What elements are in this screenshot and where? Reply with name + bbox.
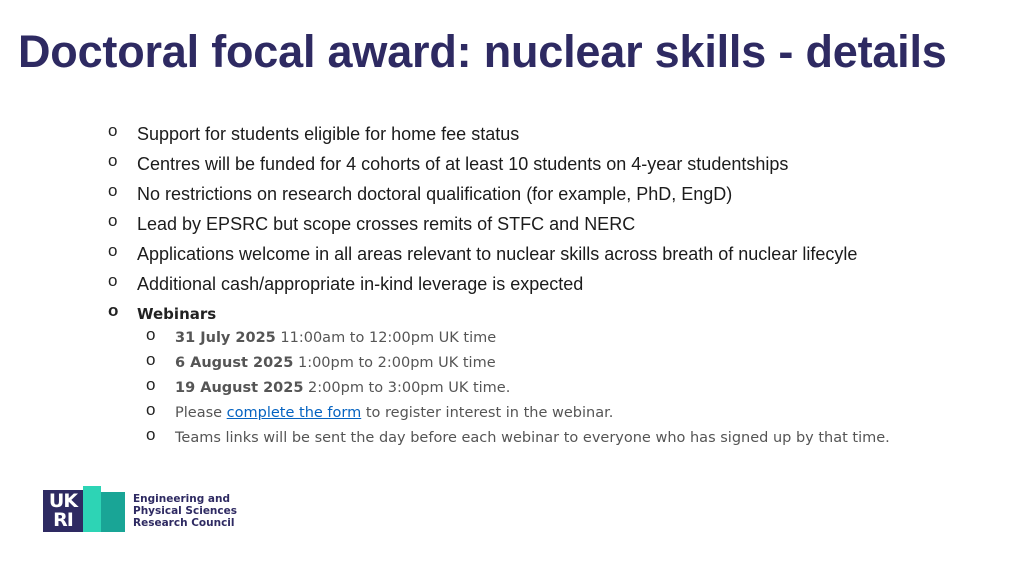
- list-item: [108, 242, 1008, 272]
- bullet-marker: o: [108, 301, 119, 320]
- complete-form-link[interactable]: complete the form: [226, 405, 362, 421]
- webinar-sublist: [146, 325, 1008, 453]
- webinar-date: 6 August 2025: [175, 355, 294, 371]
- webinar-date-item: [146, 325, 1008, 353]
- bullet-marker: o: [108, 121, 118, 140]
- register-suffix: to register interest in the webinar.: [361, 405, 614, 421]
- teams-note-item: [146, 425, 1008, 453]
- bullet-list: [108, 122, 1008, 453]
- list-item: [108, 122, 1008, 152]
- bullet-text: Lead by EPSRC but scope crosses remits of STFC and NERC: [137, 214, 636, 234]
- webinar-time: 2:00pm to 3:00pm UK time.: [303, 380, 511, 396]
- bullet-marker: o: [146, 400, 156, 419]
- ukri-mark-line2: RI: [53, 509, 73, 531]
- webinar-date-item: [146, 375, 1008, 403]
- list-item: [108, 182, 1008, 212]
- bullet-marker: o: [146, 350, 156, 369]
- register-item: [146, 400, 1008, 428]
- bullet-marker: o: [108, 151, 118, 170]
- webinar-time: 11:00am to 12:00pm UK time: [275, 330, 497, 346]
- bullet-text: Additional cash/appropriate in-kind leverage is expected: [137, 274, 584, 294]
- list-item: [108, 152, 1008, 182]
- register-prefix: Please: [175, 405, 227, 421]
- org-line-2: Physical Sciences: [133, 505, 238, 517]
- bullet-text: Applications welcome in all areas relevant to nuclear skills across breath of nuclear lifecyle: [137, 244, 858, 264]
- bullet-marker: o: [146, 375, 156, 394]
- ukri-logo-mark: [43, 490, 83, 532]
- bullet-text: Support for students eligible for home fee status: [137, 124, 520, 144]
- webinar-date: 31 July 2025: [175, 330, 276, 346]
- slide-title: Doctoral focal award: nuclear skills - details: [18, 26, 947, 77]
- org-line-1: Engineering and: [133, 493, 230, 505]
- webinars-heading: Webinars: [137, 305, 217, 323]
- webinar-time: 1:00pm to 2:00pm UK time: [293, 355, 496, 371]
- teams-note: Teams links will be sent the day before each webinar to everyone who has signed up by that time.: [175, 430, 890, 446]
- bullet-marker: o: [146, 425, 156, 444]
- org-line-3: Research Council: [133, 517, 235, 529]
- webinars-heading-item: [108, 302, 1008, 328]
- webinar-date-item: [146, 350, 1008, 378]
- logo-dark-teal-block: [101, 492, 125, 532]
- bullet-marker: o: [108, 271, 118, 290]
- bullet-text: Centres will be funded for 4 cohorts of at least 10 students on 4-year studentships: [137, 154, 789, 174]
- bullet-text: No restrictions on research doctoral qualification (for example, PhD, EngD): [137, 184, 733, 204]
- bullet-marker: o: [108, 181, 118, 200]
- bullet-marker: o: [108, 211, 118, 230]
- bullet-marker: o: [108, 241, 118, 260]
- logo-organisation-name: [133, 493, 237, 529]
- bullet-marker: o: [146, 325, 156, 344]
- webinar-date: 19 August 2025: [175, 380, 304, 396]
- list-item: [108, 272, 1008, 302]
- logo-teal-block: [83, 486, 101, 532]
- list-item: [108, 212, 1008, 242]
- ukri-mark-line1: UK: [48, 490, 78, 512]
